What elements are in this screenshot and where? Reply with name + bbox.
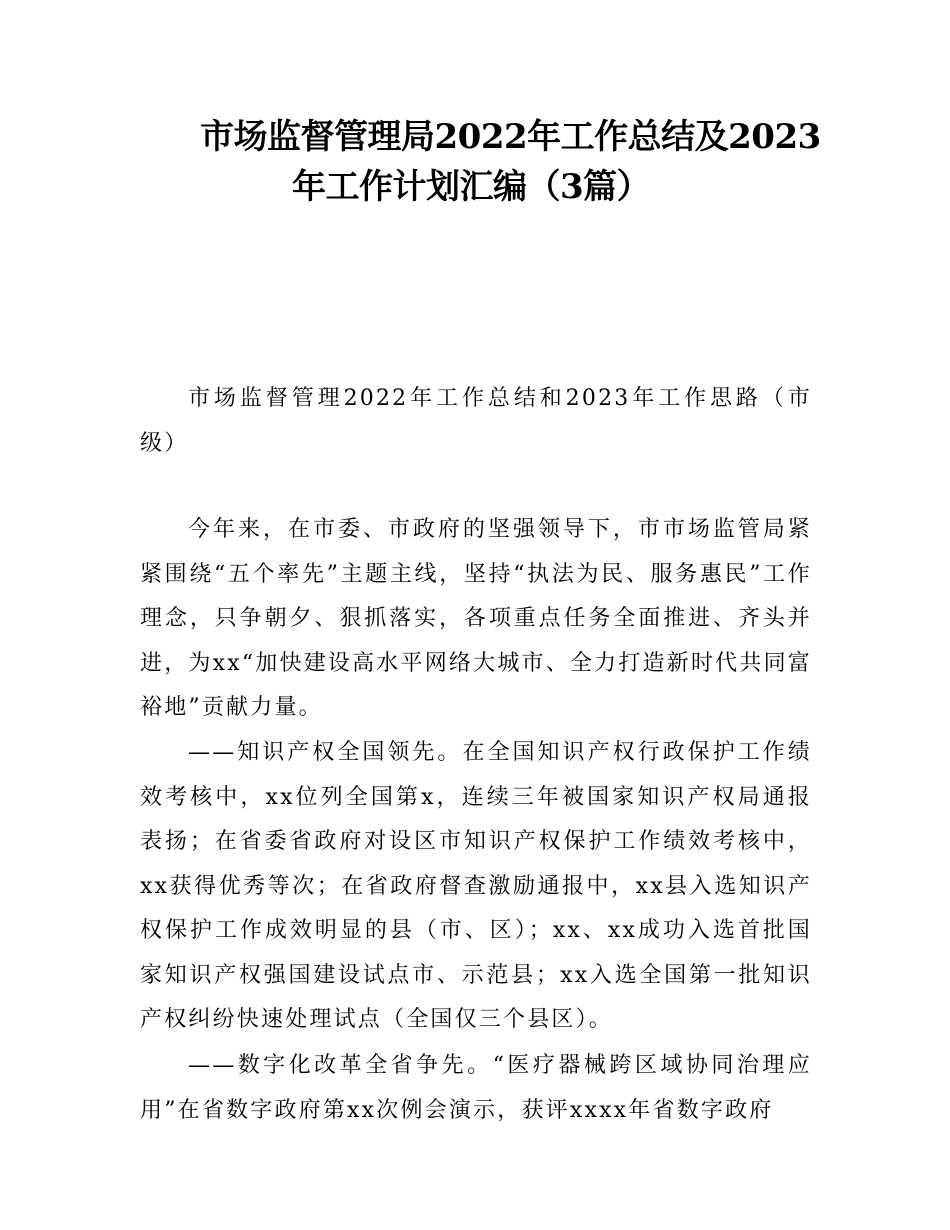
document-title	[140, 112, 860, 212]
paragraph-intellectual-property: ——知识产权全国领先。在全国知识产权行政保护工作绩效考核中，xx位列全国第x，连续三年被国家知识产权局通报表扬；在省委省政府对设区市知识产权保护工作绩效考核中，xx获得优秀等次；在省政府督查激励通报中，xx县入选知识产权保护工作成效明显的县（市、区）；xx、xx成功入选首批国家知识产权强国建设试点市、示范县；xx入选全国第一批知识产权纠纷快速处理试点（全国仅三个县区）。	[140, 740, 812, 1032]
paragraph-digital-reform: ——数字化改革全省争先。“医疗器械跨区域协同治理应用”在省数字政府第xx次例会演示，获评xxxx年省数字政府	[140, 1053, 812, 1123]
document-title-line-2: 年工作计划汇编（3篇）	[292, 167, 651, 207]
paragraph-intro: 今年来，在市委、市政府的坚强领导下，市市场监管局紧紧围绕“五个率先”主题主线，坚持“执法为民、服务惠民”工作理念，只争朝夕、狠抓落实，各项重点任务全面推进、齐头并进，为xx“加快建设高水平网络大城市、全力打造新时代共同富裕地”贡献力量。	[140, 517, 812, 720]
document-title-line-1: 市场监督管理局2022年工作总结及2023	[200, 117, 821, 157]
section-subtitle: 市场监督管理2022年工作总结和2023年工作思路（市级）	[140, 386, 812, 456]
